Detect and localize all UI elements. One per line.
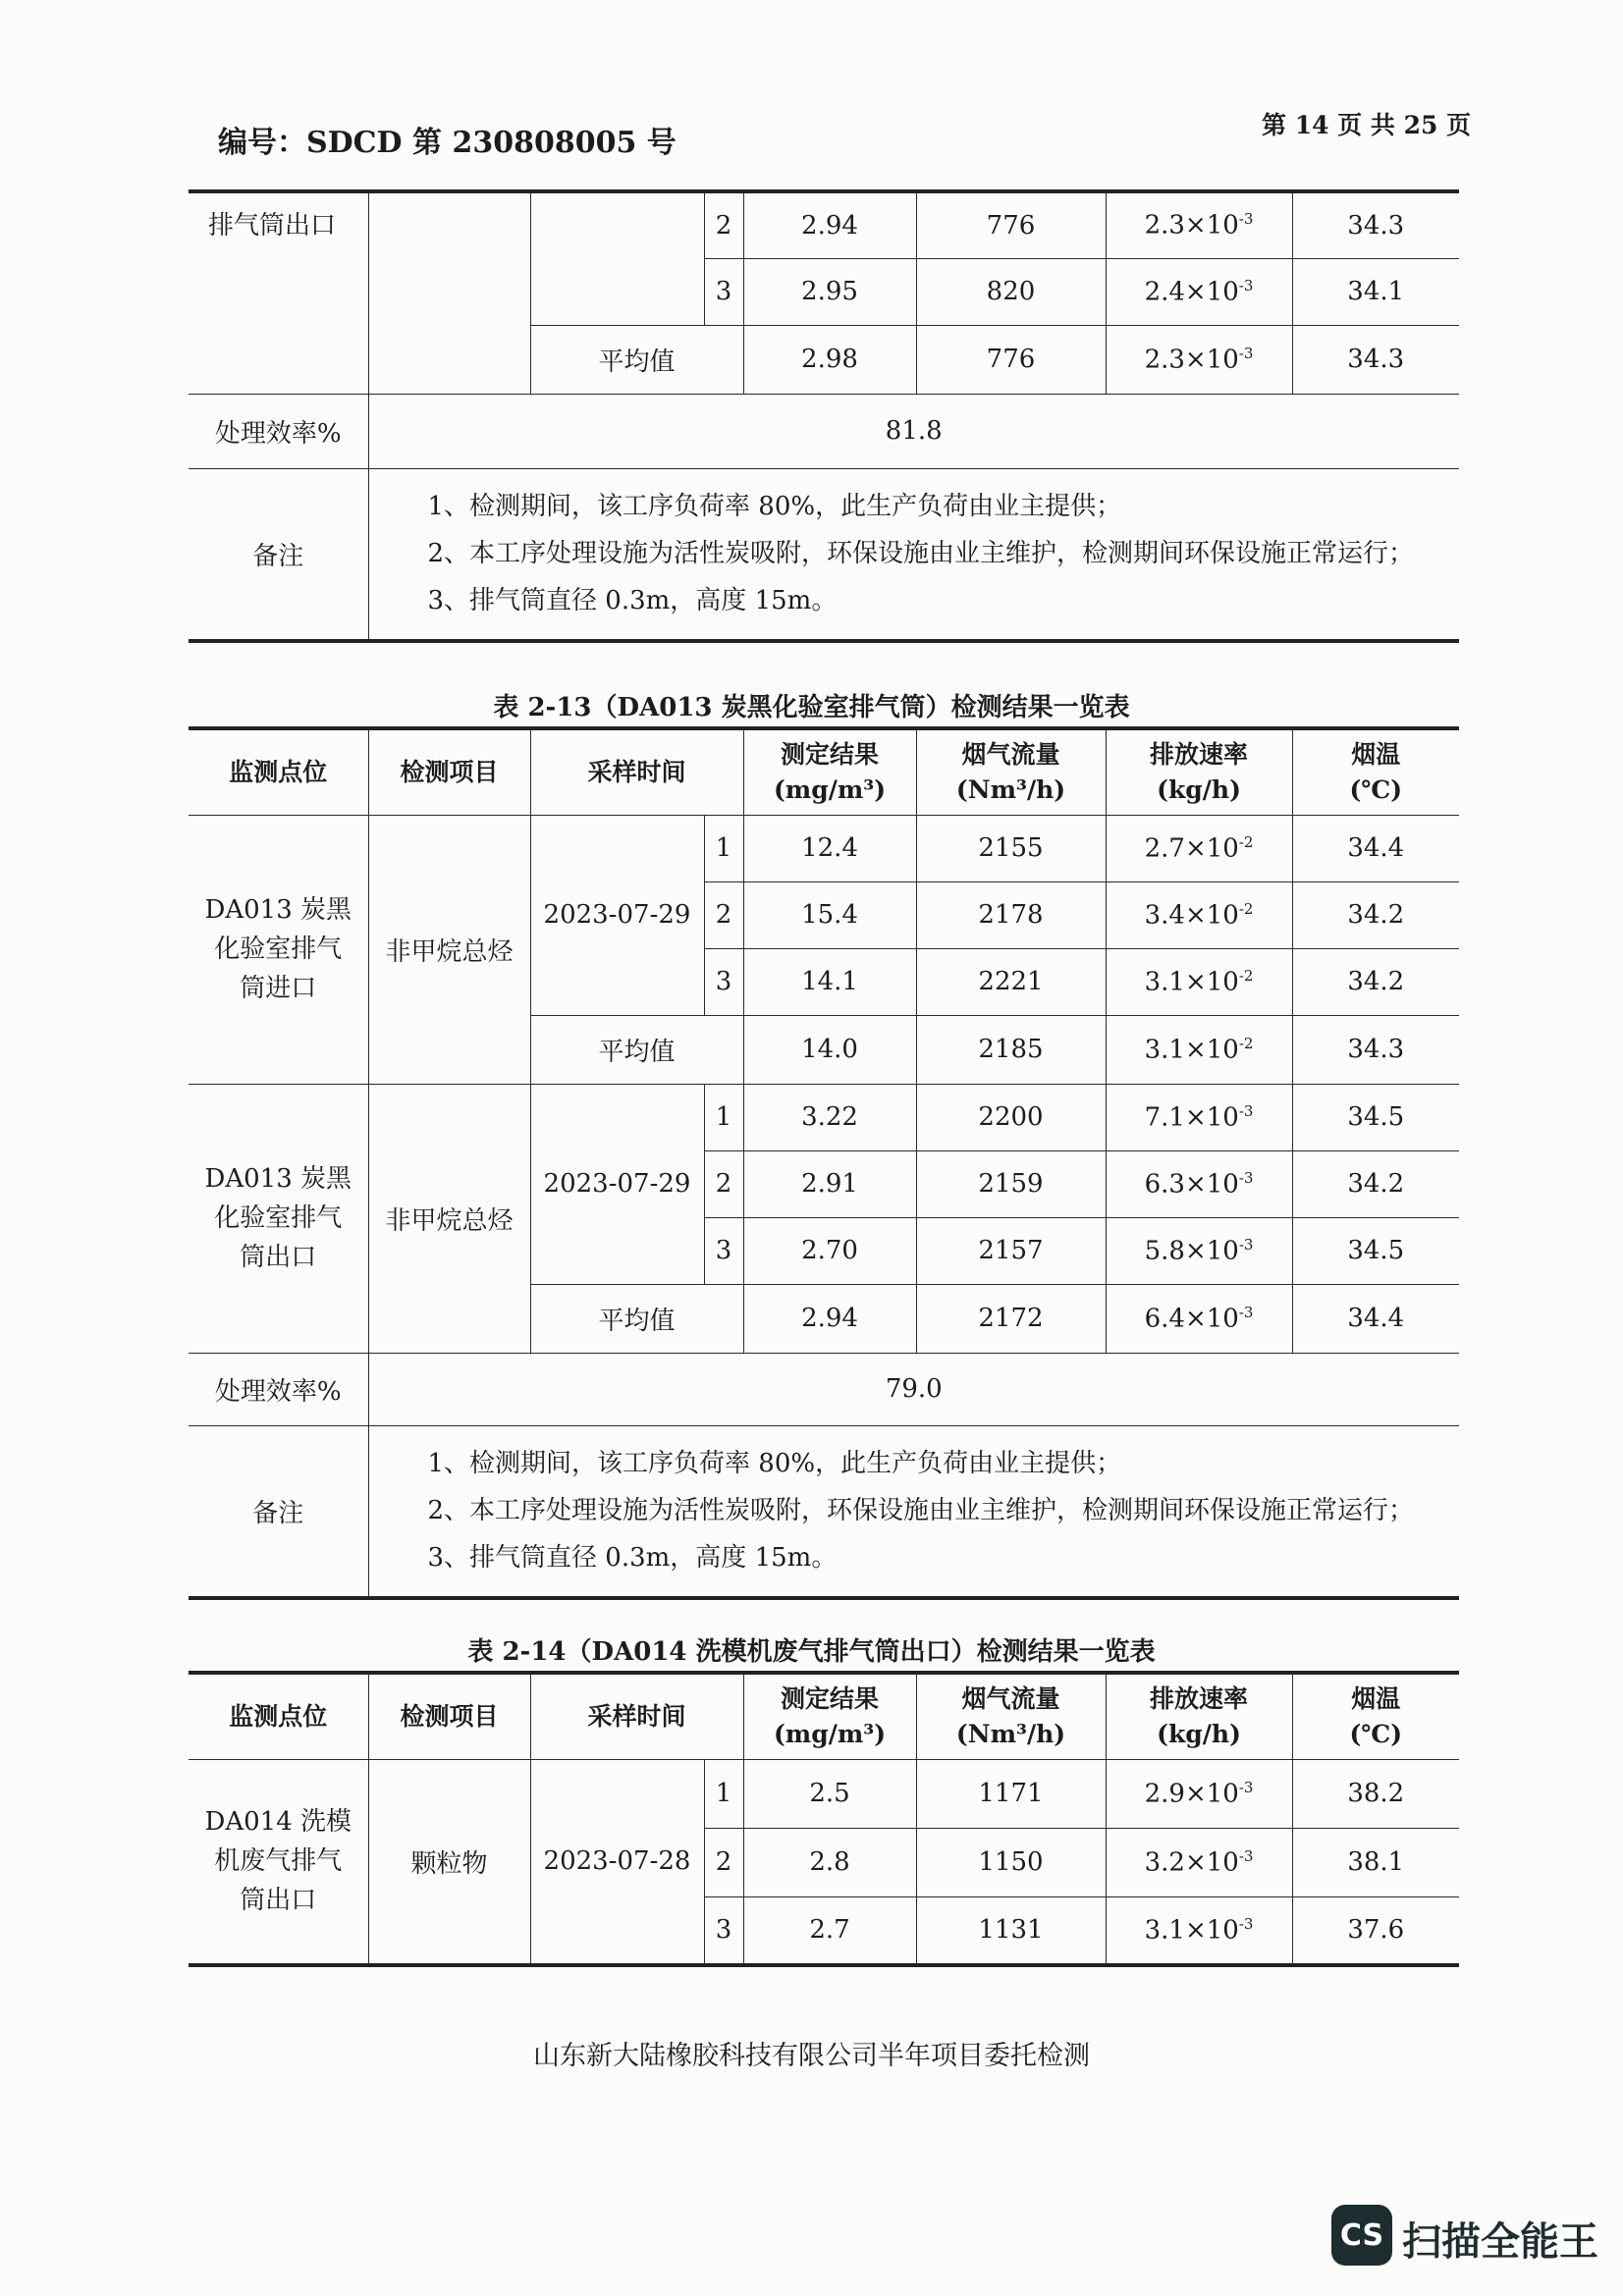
result-cell: 2.91 xyxy=(743,1150,916,1217)
rate-cell: $3.1\times 10^{-3}$ xyxy=(1106,1896,1292,1965)
temp-cell: 37.6 xyxy=(1292,1896,1459,1965)
item-cell xyxy=(368,191,530,394)
rate-cell: $2.4\times 10^{-3}$ xyxy=(1106,258,1292,325)
rate-cell: $7.1\times 10^{-3}$ xyxy=(1106,1084,1292,1150)
temp-cell: 34.2 xyxy=(1292,1150,1459,1217)
header-flow: 烟气流量 (Nm³/h) xyxy=(916,728,1106,815)
temp-cell: 34.3 xyxy=(1292,191,1459,258)
header-result: 测定结果 (mg/m³) xyxy=(743,728,916,815)
sample-index: 2 xyxy=(704,1150,743,1217)
table-2-14 xyxy=(189,1671,1459,1967)
date-cell: 2023-07-29 xyxy=(530,1084,704,1284)
table-continued xyxy=(189,189,1459,643)
table-row-notes xyxy=(189,1425,1459,1598)
header-time: 采样时间 xyxy=(530,728,743,815)
efficiency-value: 79.0 xyxy=(368,1353,1459,1425)
sample-index: 2 xyxy=(704,1828,743,1896)
flow-cell: 2159 xyxy=(916,1150,1106,1217)
average-label: 平均值 xyxy=(530,1015,743,1084)
point-cell: DA013 炭黑 化验室排气 筒出口 xyxy=(189,1084,368,1353)
efficiency-label: 处理效率% xyxy=(189,394,368,468)
sample-index: 1 xyxy=(704,1759,743,1828)
document-number: 编号：SDCD 第 230808005 号 xyxy=(218,126,676,160)
flow-cell: 776 xyxy=(916,191,1106,258)
average-label: 平均值 xyxy=(530,325,743,394)
rate-cell: $3.1\times 10^{-2}$ xyxy=(1106,948,1292,1015)
notes-label: 备注 xyxy=(189,468,368,641)
flow-cell: 776 xyxy=(916,325,1106,394)
table-row xyxy=(189,191,1459,258)
note-line: 1、检测期间，该工序负荷率 80%，此生产负荷由业主提供； xyxy=(427,1449,1122,1479)
flow-cell: 2178 xyxy=(916,881,1106,948)
header-point: 监测点位 xyxy=(189,728,368,815)
rate-cell: $2.3\times 10^{-3}$ xyxy=(1106,325,1292,394)
date-cell: 2023-07-28 xyxy=(530,1759,704,1965)
table-2-14-caption: 表 2-14（DA014 洗模机废气排气筒出口）检测结果一览表 xyxy=(467,1637,1156,1667)
flow-cell: 1131 xyxy=(916,1896,1106,1965)
result-cell: 2.70 xyxy=(743,1217,916,1284)
table-row-efficiency xyxy=(189,394,1459,468)
flow-cell: 2155 xyxy=(916,815,1106,881)
camscanner-watermark-text: 扫描全能王 xyxy=(1402,2219,1598,2265)
flow-cell: 1150 xyxy=(916,1828,1106,1896)
table-2-13-caption: 表 2-13（DA013 炭黑化验室排气筒）检测结果一览表 xyxy=(493,693,1130,722)
rate-cell: $6.3\times 10^{-3}$ xyxy=(1106,1150,1292,1217)
notes-content xyxy=(368,1425,1459,1598)
temp-cell: 34.2 xyxy=(1292,881,1459,948)
sample-index: 1 xyxy=(704,815,743,881)
flow-cell: 820 xyxy=(916,258,1106,325)
camscanner-logo-icon: CS xyxy=(1331,2205,1392,2266)
result-cell: 3.22 xyxy=(743,1084,916,1150)
note-line: 1、检测期间，该工序负荷率 80%，此生产负荷由业主提供； xyxy=(427,492,1122,522)
note-line: 2、本工序处理设施为活性炭吸附，环保设施由业主维护，检测期间环保设施正常运行； xyxy=(427,539,1415,569)
flow-cell: 2172 xyxy=(916,1284,1106,1353)
temp-cell: 34.3 xyxy=(1292,325,1459,394)
table-row-notes xyxy=(189,468,1459,641)
rate-cell: $2.7\times 10^{-2}$ xyxy=(1106,815,1292,881)
header-time: 采样时间 xyxy=(530,1673,743,1759)
header-temp: 烟温 (℃) xyxy=(1292,728,1459,815)
sample-index: 3 xyxy=(704,1896,743,1965)
sample-index: 1 xyxy=(704,1084,743,1150)
table-header-row xyxy=(189,1673,1459,1759)
temp-cell: 34.5 xyxy=(1292,1217,1459,1284)
table-header-row xyxy=(189,728,1459,815)
notes-content xyxy=(368,468,1459,641)
item-cell: 非甲烷总烃 xyxy=(368,1084,530,1353)
flow-cell: 1171 xyxy=(916,1759,1106,1828)
table-2-13 xyxy=(189,726,1459,1600)
table-row xyxy=(189,1084,1459,1150)
flow-cell: 2221 xyxy=(916,948,1106,1015)
item-cell: 非甲烷总烃 xyxy=(368,815,530,1084)
result-cell: 15.4 xyxy=(743,881,916,948)
item-cell: 颗粒物 xyxy=(368,1759,530,1965)
sample-index: 3 xyxy=(704,948,743,1015)
date-cell: 2023-07-29 xyxy=(530,815,704,1015)
note-line: 3、排气筒直径 0.3m，高度 15m。 xyxy=(427,586,838,616)
header-flow: 烟气流量 (Nm³/h) xyxy=(916,1673,1106,1759)
temp-cell: 34.3 xyxy=(1292,1015,1459,1084)
result-cell: 2.98 xyxy=(743,325,916,394)
sample-index: 2 xyxy=(704,191,743,258)
temp-cell: 38.2 xyxy=(1292,1759,1459,1828)
efficiency-label: 处理效率% xyxy=(189,1353,368,1425)
temp-cell: 38.1 xyxy=(1292,1828,1459,1896)
result-cell: 2.7 xyxy=(743,1896,916,1965)
rate-cell: $2.3\times 10^{-3}$ xyxy=(1106,191,1292,258)
table-row xyxy=(189,815,1459,881)
sample-index: 3 xyxy=(704,258,743,325)
result-cell: 12.4 xyxy=(743,815,916,881)
result-cell: 2.94 xyxy=(743,1284,916,1353)
result-cell: 2.8 xyxy=(743,1828,916,1896)
temp-cell: 34.2 xyxy=(1292,948,1459,1015)
rate-cell: $3.4\times 10^{-2}$ xyxy=(1106,881,1292,948)
flow-cell: 2157 xyxy=(916,1217,1106,1284)
temp-cell: 34.1 xyxy=(1292,258,1459,325)
page-footer: 山东新大陆橡胶科技有限公司半年项目委托检测 xyxy=(533,2041,1090,2071)
header-item: 检测项目 xyxy=(368,1673,530,1759)
rate-cell: $3.2\times 10^{-3}$ xyxy=(1106,1828,1292,1896)
temp-cell: 34.5 xyxy=(1292,1084,1459,1150)
header-result: 测定结果 (mg/m³) xyxy=(743,1673,916,1759)
rate-cell: $6.4\times 10^{-3}$ xyxy=(1106,1284,1292,1353)
notes-label: 备注 xyxy=(189,1425,368,1598)
header-temp: 烟温 (℃) xyxy=(1292,1673,1459,1759)
sample-index: 3 xyxy=(704,1217,743,1284)
note-line: 3、排气筒直径 0.3m，高度 15m。 xyxy=(427,1543,838,1574)
point-cell: 排气筒出口 xyxy=(189,191,368,394)
rate-cell: $2.9\times 10^{-3}$ xyxy=(1106,1759,1292,1828)
header-rate: 排放速率 (kg/h) xyxy=(1106,1673,1292,1759)
rate-cell: $3.1\times 10^{-2}$ xyxy=(1106,1015,1292,1084)
header-item: 检测项目 xyxy=(368,728,530,815)
result-cell: 14.0 xyxy=(743,1015,916,1084)
result-cell: 2.95 xyxy=(743,258,916,325)
time-cell xyxy=(530,191,704,325)
header-rate: 排放速率 (kg/h) xyxy=(1106,728,1292,815)
result-cell: 2.5 xyxy=(743,1759,916,1828)
sample-index: 2 xyxy=(704,881,743,948)
page-info: 第 14 页 共 25 页 xyxy=(1262,111,1472,139)
point-cell: DA013 炭黑 化验室排气 筒进口 xyxy=(189,815,368,1084)
point-cell: DA014 洗模 机废气排气 筒出口 xyxy=(189,1759,368,1965)
temp-cell: 34.4 xyxy=(1292,1284,1459,1353)
temp-cell: 34.4 xyxy=(1292,815,1459,881)
note-line: 2、本工序处理设施为活性炭吸附，环保设施由业主维护，检测期间环保设施正常运行； xyxy=(427,1496,1415,1526)
result-cell: 14.1 xyxy=(743,948,916,1015)
table-row xyxy=(189,1759,1459,1828)
efficiency-value: 81.8 xyxy=(368,394,1459,468)
flow-cell: 2185 xyxy=(916,1015,1106,1084)
result-cell: 2.94 xyxy=(743,191,916,258)
average-label: 平均值 xyxy=(530,1284,743,1353)
header-point: 监测点位 xyxy=(189,1673,368,1759)
table-row-efficiency xyxy=(189,1353,1459,1425)
rate-cell: $5.8\times 10^{-3}$ xyxy=(1106,1217,1292,1284)
flow-cell: 2200 xyxy=(916,1084,1106,1150)
